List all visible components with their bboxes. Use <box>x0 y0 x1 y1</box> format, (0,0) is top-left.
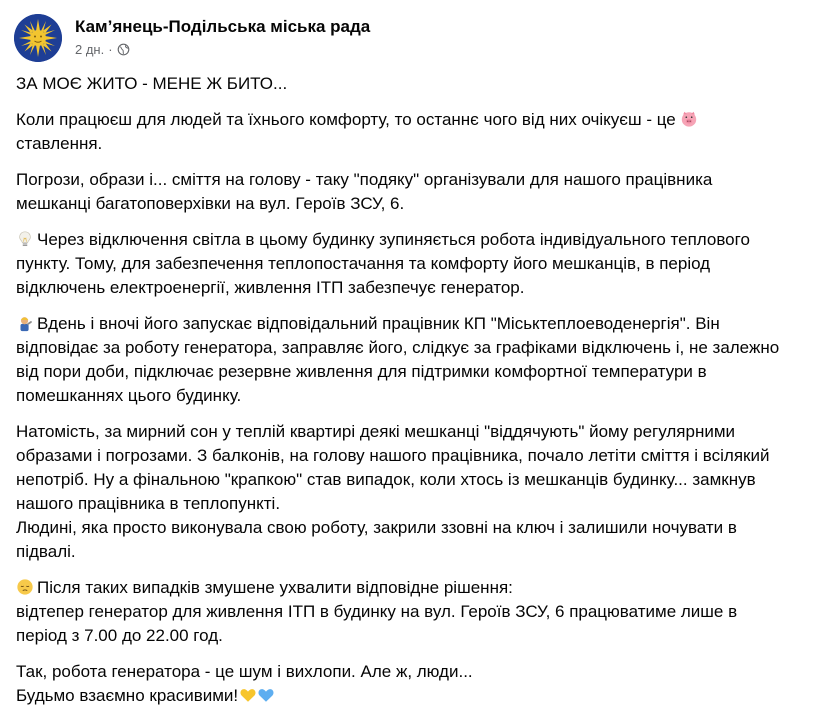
text-line: образами і погрозами. З балконів, на голову нашого працівника, почало летіти сміття і всілякий <box>16 446 770 465</box>
text-line: Натомість, за мирний сон у теплій квартирі деякі мешканці "віддячують" йому регулярними <box>16 422 736 441</box>
text-line: відключень електроенергії, живлення ІТП забезпечує генератор. <box>16 278 525 297</box>
post-meta <box>75 42 130 57</box>
text-line: Людині, яка просто виконувала свою роботу, закрили ззовні на ключ і залишили ночувати в <box>16 518 737 537</box>
post-paragraph <box>16 312 816 408</box>
text-span: Будьмо взаємно красивими! <box>16 686 239 705</box>
post-paragraph <box>16 228 816 300</box>
post-body <box>16 72 816 720</box>
post-paragraph <box>16 420 816 564</box>
text-line: непотріб. Ну а фінальною "крапкою" став випадок, коли хтось із мешканців будинку... замкнув <box>16 470 756 489</box>
text-line: ЗА МОЄ ЖИТО - МЕНЕ Ж БИТО... <box>16 74 288 93</box>
yellow-heart-icon <box>239 686 257 704</box>
post-paragraph <box>16 576 816 648</box>
pensive-face-icon <box>16 578 34 596</box>
text-line <box>16 576 816 600</box>
post-paragraph <box>16 660 816 708</box>
globe-icon[interactable] <box>117 43 130 56</box>
page-avatar[interactable] <box>14 14 62 62</box>
text-span: Вдень і вночі його запускає відповідальний працівник КП "Міськтеплоеводенергія". Він <box>37 314 720 333</box>
text-line: підвалі. <box>16 542 76 561</box>
text-line: помешканнях цього будинку. <box>16 386 242 405</box>
text-line <box>16 228 816 252</box>
post-paragraph <box>16 72 816 96</box>
text-line: період з 7.00 до 22.00 год. <box>16 626 223 645</box>
text-span: Коли працюєш для людей та їхнього комфорту, то останнє чого від них очікуєш - це <box>16 110 676 129</box>
text-line: пункту. Тому, для забезпечення теплопостачання та комфорту його мешканців, в період <box>16 254 711 273</box>
text-line <box>16 108 816 132</box>
post-paragraph <box>16 108 816 156</box>
sun-emblem-icon <box>14 14 62 62</box>
text-line: від пори доби, підключає резервне живлення для підтримки комфортної температури в <box>16 362 707 381</box>
post-paragraph <box>16 168 816 216</box>
text-span: Через відключення світла в цьому будинку зупиняється робота індивідуального теплового <box>37 230 750 249</box>
text-line: ставлення. <box>16 134 103 153</box>
text-line: Погрози, образи і... сміття на голову - таку "подяку" організували для нашого працівника <box>16 170 713 189</box>
meta-separator: · <box>108 42 113 57</box>
text-line <box>16 684 816 708</box>
light-bulb-icon <box>16 230 34 248</box>
text-line <box>16 312 816 336</box>
blue-heart-icon <box>257 686 275 704</box>
pig-face-icon <box>680 110 698 128</box>
text-line: нашого працівника в теплопункті. <box>16 494 281 513</box>
post-header <box>14 14 814 64</box>
text-line: мешканці багатоповерхівки на вул. Героїв ЗСУ, 6. <box>16 194 405 213</box>
text-line: Так, робота генератора - це шум і вихлопи. Але ж, люди... <box>16 662 473 681</box>
text-line: відтепер генератор для живлення ІТП в будинку на вул. Героїв ЗСУ, 6 працюватиме лише в <box>16 602 738 621</box>
page-name-link[interactable]: Кам’янець-Подільська міська рада <box>75 17 371 36</box>
mechanic-icon <box>16 314 34 332</box>
text-span: Після таких випадків змушене ухвалити відповідне рішення: <box>37 578 513 597</box>
text-line: відповідає за роботу генератора, заправляє його, слідкує за графіками відключень і, не залежно <box>16 338 780 357</box>
post-timestamp[interactable]: 2 дн. <box>75 42 105 57</box>
